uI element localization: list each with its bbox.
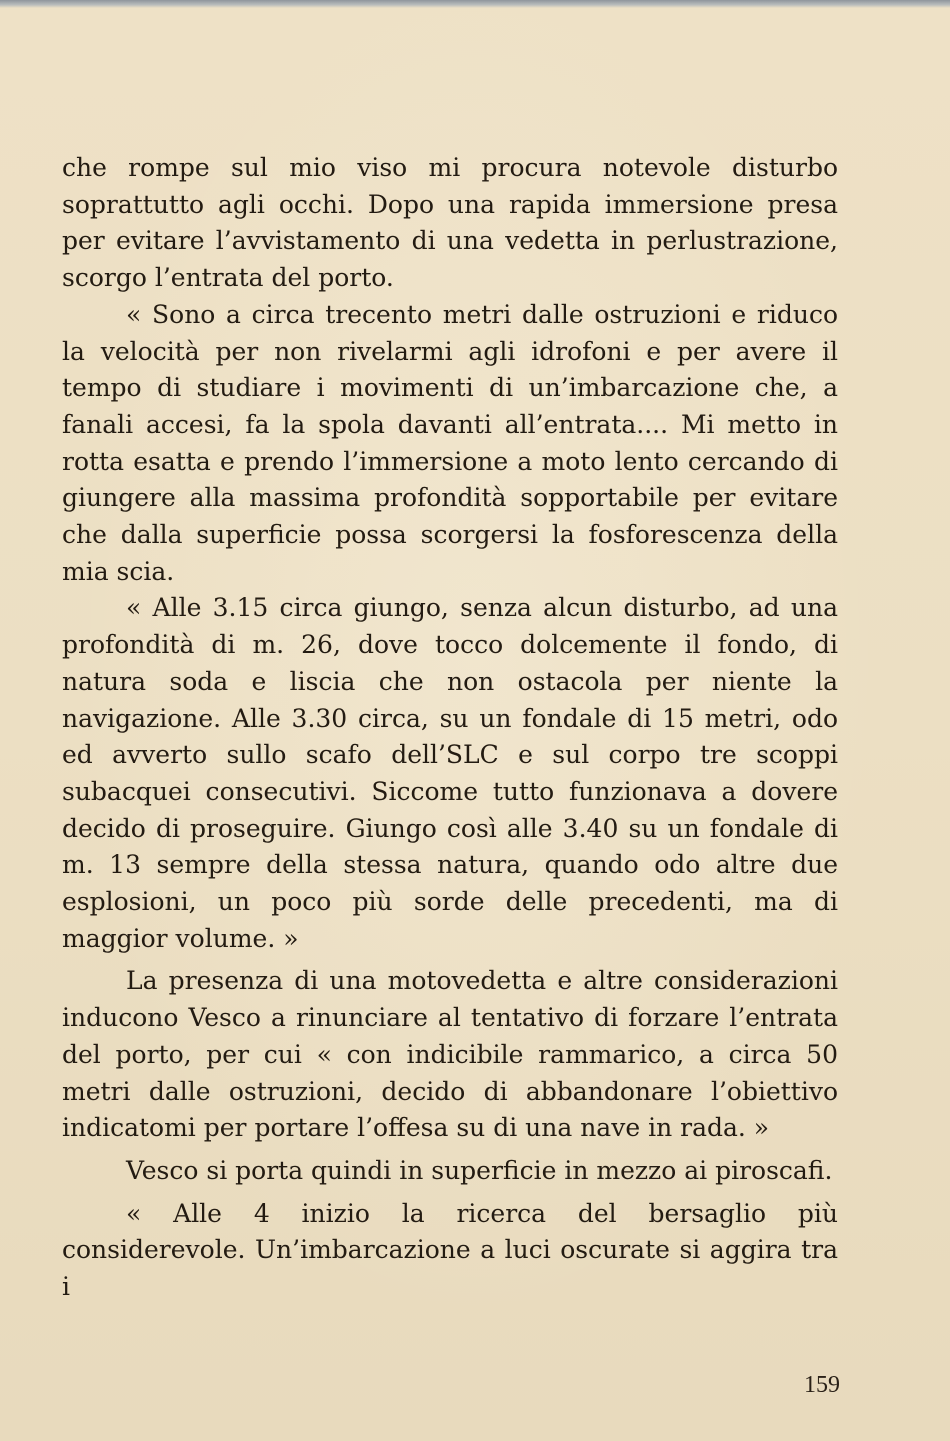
scan-top-edge <box>0 0 950 8</box>
paragraph-1: che rompe sul mio viso mi procura notevole disturbo soprattutto agli occhi. Dopo una rapida immersione presa per evitare l’avvistamento di una vedetta in perlustrazione, scorgo l’entrata del porto. <box>62 153 838 293</box>
page-number: 159 <box>804 1372 840 1398</box>
paragraph-4: La presenza di una motovedetta e altre considerazioni inducono Vesco a rinunciare al tentativo di forzare l’entrata del porto, per cui « con indicibile rammarico, a circa 50 metri dalle ostruzioni, decido di abbandonare l’obiettivo indicatomi per portare l’offesa su di una nave in rada. » <box>62 966 838 1143</box>
paragraph-2: « Sono a circa trecento metri dalle ostruzioni e riduco la velocità per non rivelarmi agli idrofoni e per avere il tempo di studiare i movimenti di un’imbarcazione che, a fanali accesi, fa la spola davanti all’entrata.... Mi metto in rotta esatta e prendo l’immersione a moto lento cercando di giungere alla massima profondità sopportabile per evitare che dalla superficie possa scorgersi la fosforescenza della mia scia. <box>62 299 838 586</box>
body-text <box>62 150 838 1306</box>
paragraph-6: « Alle 4 inizio la ricerca del bersaglio più considerevole. Un’imbarcazione a luci oscurate si aggira tra i <box>62 1198 838 1302</box>
paragraph-3: « Alle 3.15 circa giungo, senza alcun disturbo, ad una profondità di m. 26, dove tocco dolcemente il fondo, di natura soda e liscia che non ostacola per niente la navigazione. Alle 3.30 circa, su un fondale di 15 metri, odo ed avverto sullo scafo dell’SLC e sul corpo tre scoppi subacquei consecutivi. Siccome tutto funzionava a dovere decido di proseguire. Giungo così alle 3.40 su un fondale di m. 13 sempre della stessa natura, quando odo altre due esplosioni, un poco più sorde delle precedenti, ma di maggior volume. » <box>62 593 838 953</box>
paragraph-5: Vesco si porta quindi in superficie in mezzo ai piroscafi. <box>126 1155 833 1185</box>
